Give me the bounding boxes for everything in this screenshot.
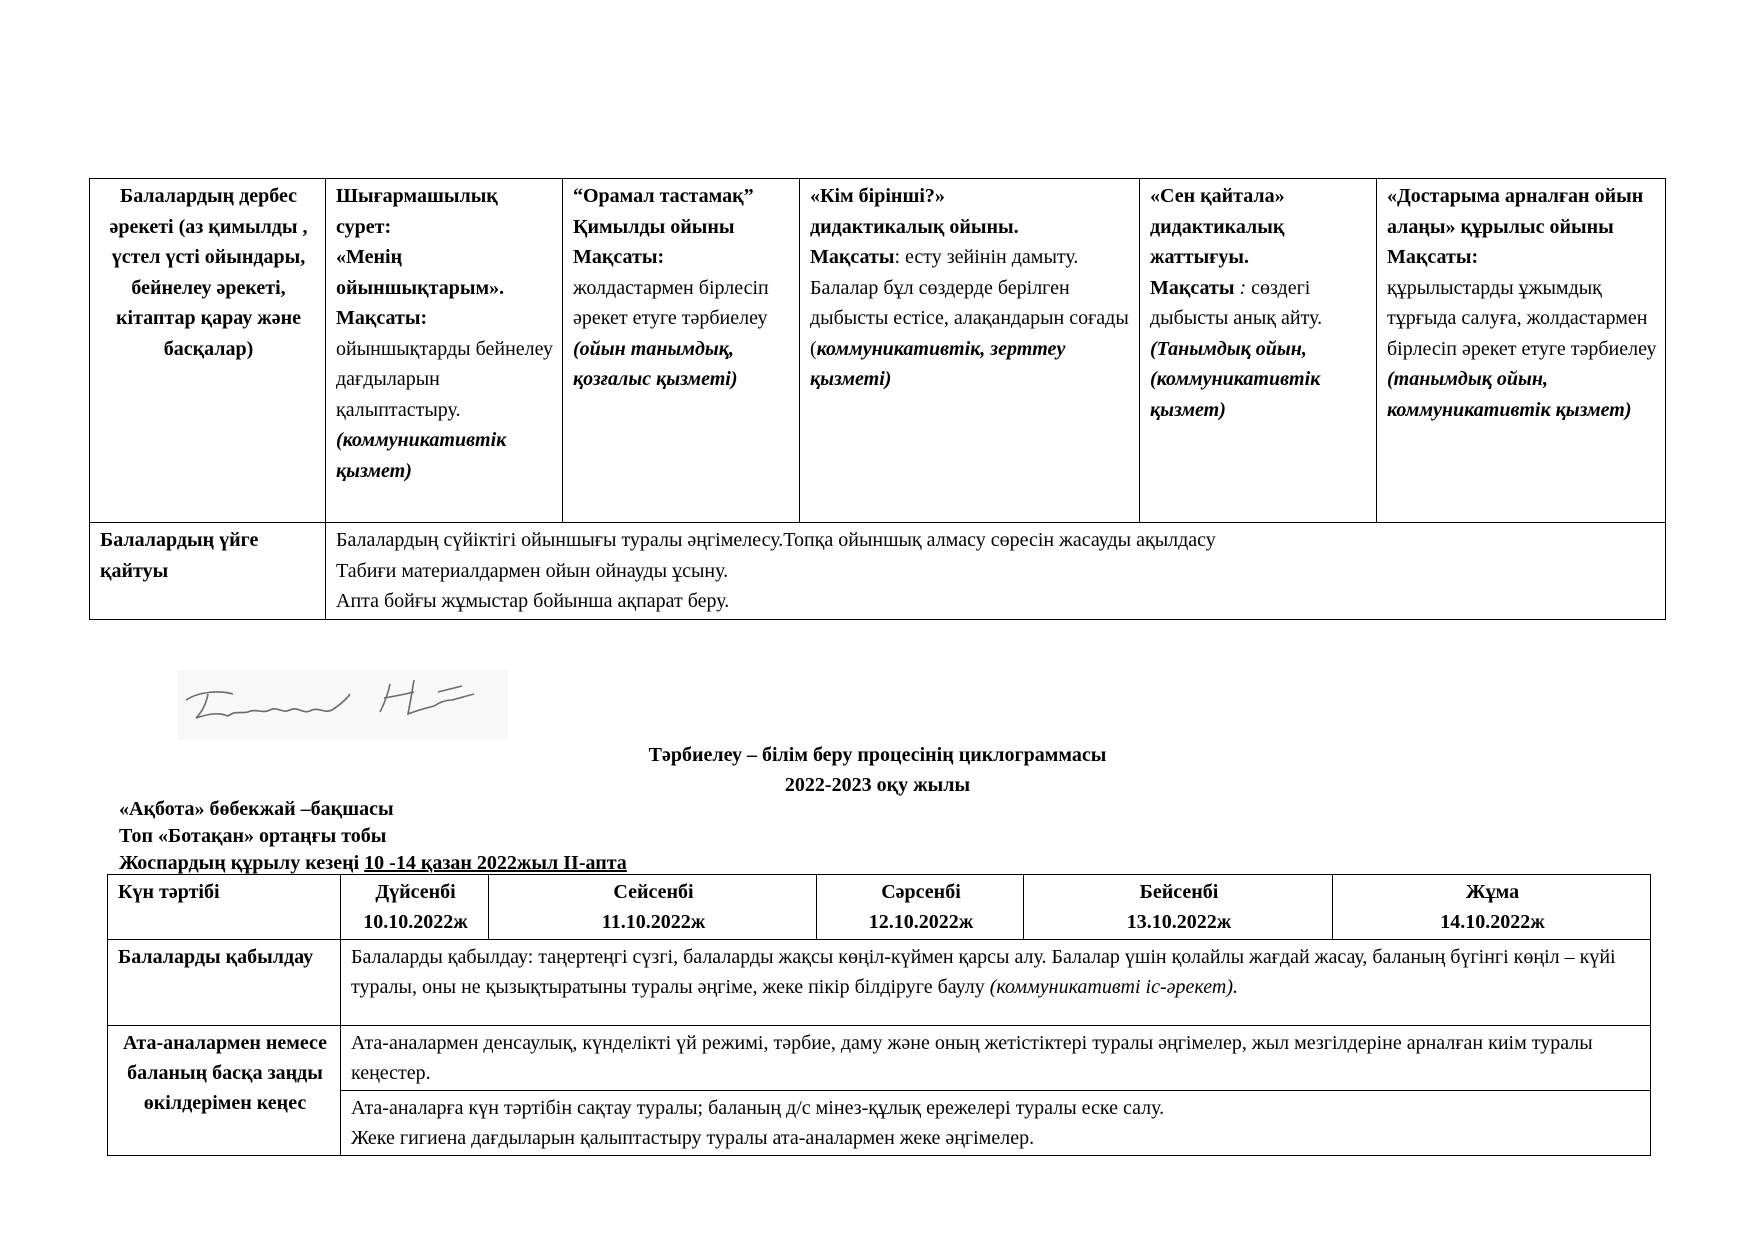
reception-cell: Балаларды қабылдау: таңертеңгі сүзгі, балаларды жақсы көңіл-күймен қарсы алу. Балалар үшін қолайлы жағдай жасау, баланың бүгінгі көңіл – күйі туралы, оны не қызықтыратыны туралы әңгіме, жеке пікір білдіруге баулу (коммуникативті іс-әрекет). [341,940,1651,1026]
activity-tag: (коммуникативтік қызмет) [336,429,507,482]
text-line: Табиғи материалдармен ойын ойнауды ұсыну. [336,559,729,582]
column-header-day: Бейсенбі 13.10.2022ж [1024,875,1333,940]
row-header-parents: Ата-аналармен немесе баланың басқа заңды өкілдерімен кеңес [108,1026,341,1156]
academic-year: 2022-2023 оқу жылы [784,774,971,796]
activity-tag: (ойын танымдық, қозғалыс қызметі) [573,337,738,390]
goal-text: жолдастармен бірлесіп әрекет етуге тәрбиелеу [573,276,769,329]
table-row [108,940,1651,1026]
activity-title: Шығармашылық сурет: [336,185,498,238]
parents-cell-1: Ата-аналармен денсаулық, күнделікті үй режимі, тәрбие, даму және оның жетістіктері туралы әңгімелер, жыл мезгілдеріне арналған киім туралы кеңестер. [341,1026,1651,1091]
row-header-independent-activity: Балалардың дербес әрекеті (аз қимылды , үстел үсті ойындары, бейнелеу әрекеті, кітаптар қарау және басқалар) [90,179,326,523]
document-title: Тәрбиелеу – білім беру процесінің циклограммасы [648,744,1107,766]
activity-cell-4 [1140,179,1377,523]
goal-text: құрылыстарды ұжымдық тұрғыда салуға, жолдастармен бірлесіп әрекет етуге тәрбиелеу [1387,276,1657,360]
activity-title: «Кім бірінші?» [810,185,945,207]
row-header-reception: Балаларды қабылдау [108,940,341,1026]
activity-tag: (танымдық ойын, коммуникативтік қызмет) [1387,368,1632,421]
activity-tag: (коммуникативті іс-әрекет). [989,976,1238,998]
cyclogram-table [107,874,1651,1156]
goal-label: Мақсаты [810,246,895,268]
table-row [90,523,1666,620]
goal-label: Мақсаты: [336,307,428,329]
activity-tag: (коммуникативтік, зерттеу қызметі) [810,337,1066,390]
activity-cell-1 [326,179,563,523]
activity-cell-2 [563,179,800,523]
table-row [90,179,1666,523]
column-header-day: Сәрсенбі 12.10.2022ж [817,875,1024,940]
plan-period-label: Жоспардың құрылу кезеңі [119,852,365,874]
plan-period-value: 10 -14 қазан 2022жыл ІІ-апта [364,852,627,874]
activity-title: «Достарыма арналған ойын алаңы» құрылыс ойыны [1387,185,1644,238]
activity-title: дидактикалық жаттығуы. [1150,215,1285,268]
goal-label: Мақсаты: [1387,246,1479,268]
goal-label: Мақсаты [1150,276,1235,299]
goal-line: Мақсаты : сөздегі дыбысты анық айту. [1150,276,1323,329]
text-line: Балалардың сүйіктігі ойыншығы туралы әңгімелесу.Топқа ойыншық алмасу сөресін жасауды ақылдасу [336,529,1216,551]
activity-title: дидактикалық ойыны. [810,215,1019,238]
activity-title: «Сен қайтала» [1150,185,1285,207]
goal-text: сөздегі дыбысты анық айту. [1150,276,1323,329]
column-header-day: Жұма 14.10.2022ж [1333,875,1651,940]
text-line: Апта бойғы жұмыстар бойынша ақпарат беру. [336,590,730,612]
goal-line [810,242,1131,334]
parents-cell-2: Ата-аналарға күн тәртібін сақтау туралы; баланың д/с мінез-құлық ережелері туралы еске салу. Жеке гигиена дағдыларын қалыптастыру туралы ата-аналармен жеке әңгімелер. [341,1091,1651,1156]
activity-cell-3 [800,179,1140,523]
activity-tag: (Танымдық ойын, (коммуникативтік қызмет) [1150,337,1321,421]
column-header-day: Сейсенбі 11.10.2022ж [489,875,817,940]
column-header-day: Дүйсенбі 10.10.2022ж [341,875,489,940]
activity-title: «Менің ойыншықтарым». [336,246,505,299]
table-header-row [108,875,1651,940]
goal-text: ойыншықтарды бейнелеу дағдыларын қалыптастыру. [336,337,554,421]
activity-title: Қимылды ойыны [573,215,735,238]
table-row [108,1026,1651,1091]
going-home-cell [326,523,1666,620]
activities-table [89,178,1666,620]
row-header-going-home: Балалардың үйге қайтуы [90,523,326,620]
signature-image [178,670,508,740]
organization-name: «Ақбота» бөбекжай –бақшасы [119,798,394,820]
plan-period [119,850,627,876]
goal-text: : есту зейінін дамыту. Балалар бұл сөздерде берілген дыбысты естісе, алақандарын соғады [810,246,1129,329]
column-header-schedule: Күн тәртібі [108,875,341,940]
activity-cell-5 [1377,179,1666,523]
group-name: Топ «Ботақан» ортаңғы тобы [119,825,387,847]
activity-title: “Орамал тастамақ” [573,185,754,207]
goal-label: Мақсаты: [573,246,665,268]
